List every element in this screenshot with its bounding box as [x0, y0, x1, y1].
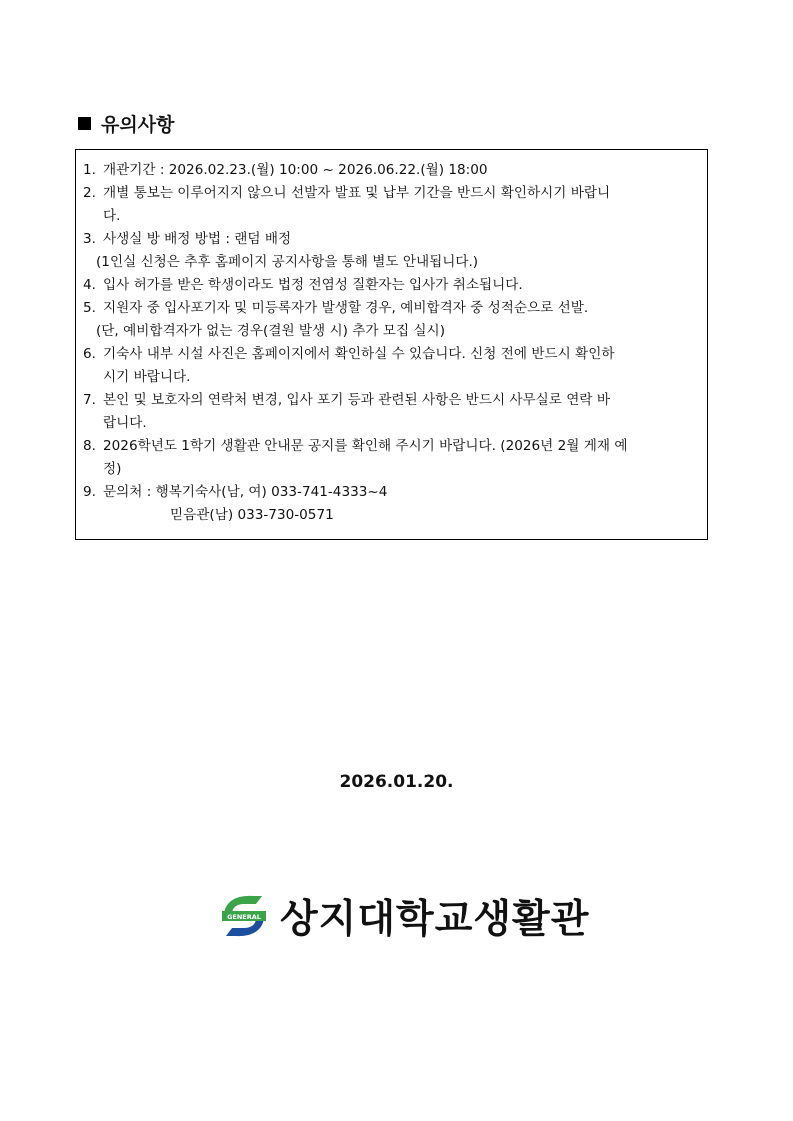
emblem-lettering: GENERAL	[227, 913, 261, 921]
square-bullet-icon	[78, 117, 91, 130]
notice-item-4: 4. 입사 허가를 받은 학생이라도 법정 전염성 질환자는 입사가 취소됩니다.	[83, 277, 523, 293]
document-date: 2026.01.20.	[339, 772, 454, 792]
notice-item-9-contact: 9. 문의처 : 행복기숙사(남, 여) 033-741-4333~4	[83, 484, 388, 500]
notice-item-5-note: (단, 예비합격자가 없는 경우(결원 발생 시) 추가 모집 실시)	[96, 323, 445, 339]
notice-item-6: 6. 기숙사 내부 시설 사진은 홈페이지에서 확인하실 수 있습니다. 신청 전에 반드시 확인하 시기 바랍니다.	[83, 346, 615, 385]
university-name: 상지대학교생활관	[280, 897, 590, 942]
contact-second-line: 믿음관(남) 033-730-0571	[170, 507, 334, 523]
notice-item-1: 1. 개관기간 : 2026.02.23.(월) 10:00 ~ 2026.06.22.(월) 18:00	[83, 162, 488, 178]
section-heading	[78, 110, 174, 137]
notice-item-2: 2. 개별 통보는 이루어지지 않으니 선발자 발표 및 납부 기간을 반드시 확인하시기 바랍니 다.	[83, 185, 611, 224]
notice-item-7: 7. 본인 및 보호자의 연락처 변경, 입사 포기 등과 관련된 사항은 반드시 사무실로 연락 바 랍니다.	[83, 392, 610, 431]
notice-box	[75, 149, 708, 540]
notice-item-3: 3. 사생실 방 배정 방법 : 랜덤 배정	[83, 231, 292, 247]
sangji-emblem-icon	[218, 890, 270, 942]
notice-item-3-note: (1인실 신청은 추후 홈페이지 공지사항을 통해 별도 안내됩니다.)	[96, 254, 479, 270]
notice-item-5: 5. 지원자 중 입사포기자 및 미등록자가 발생할 경우, 예비합격자 중 성적순으로 선발.	[83, 300, 589, 316]
university-logo	[218, 888, 589, 944]
section-title: 유의사항	[101, 114, 175, 136]
notice-item-8: 8. 2026학년도 1학기 생활관 안내문 공지를 확인해 주시기 바랍니다. (2026년 2월 게재 예 정)	[83, 438, 628, 477]
